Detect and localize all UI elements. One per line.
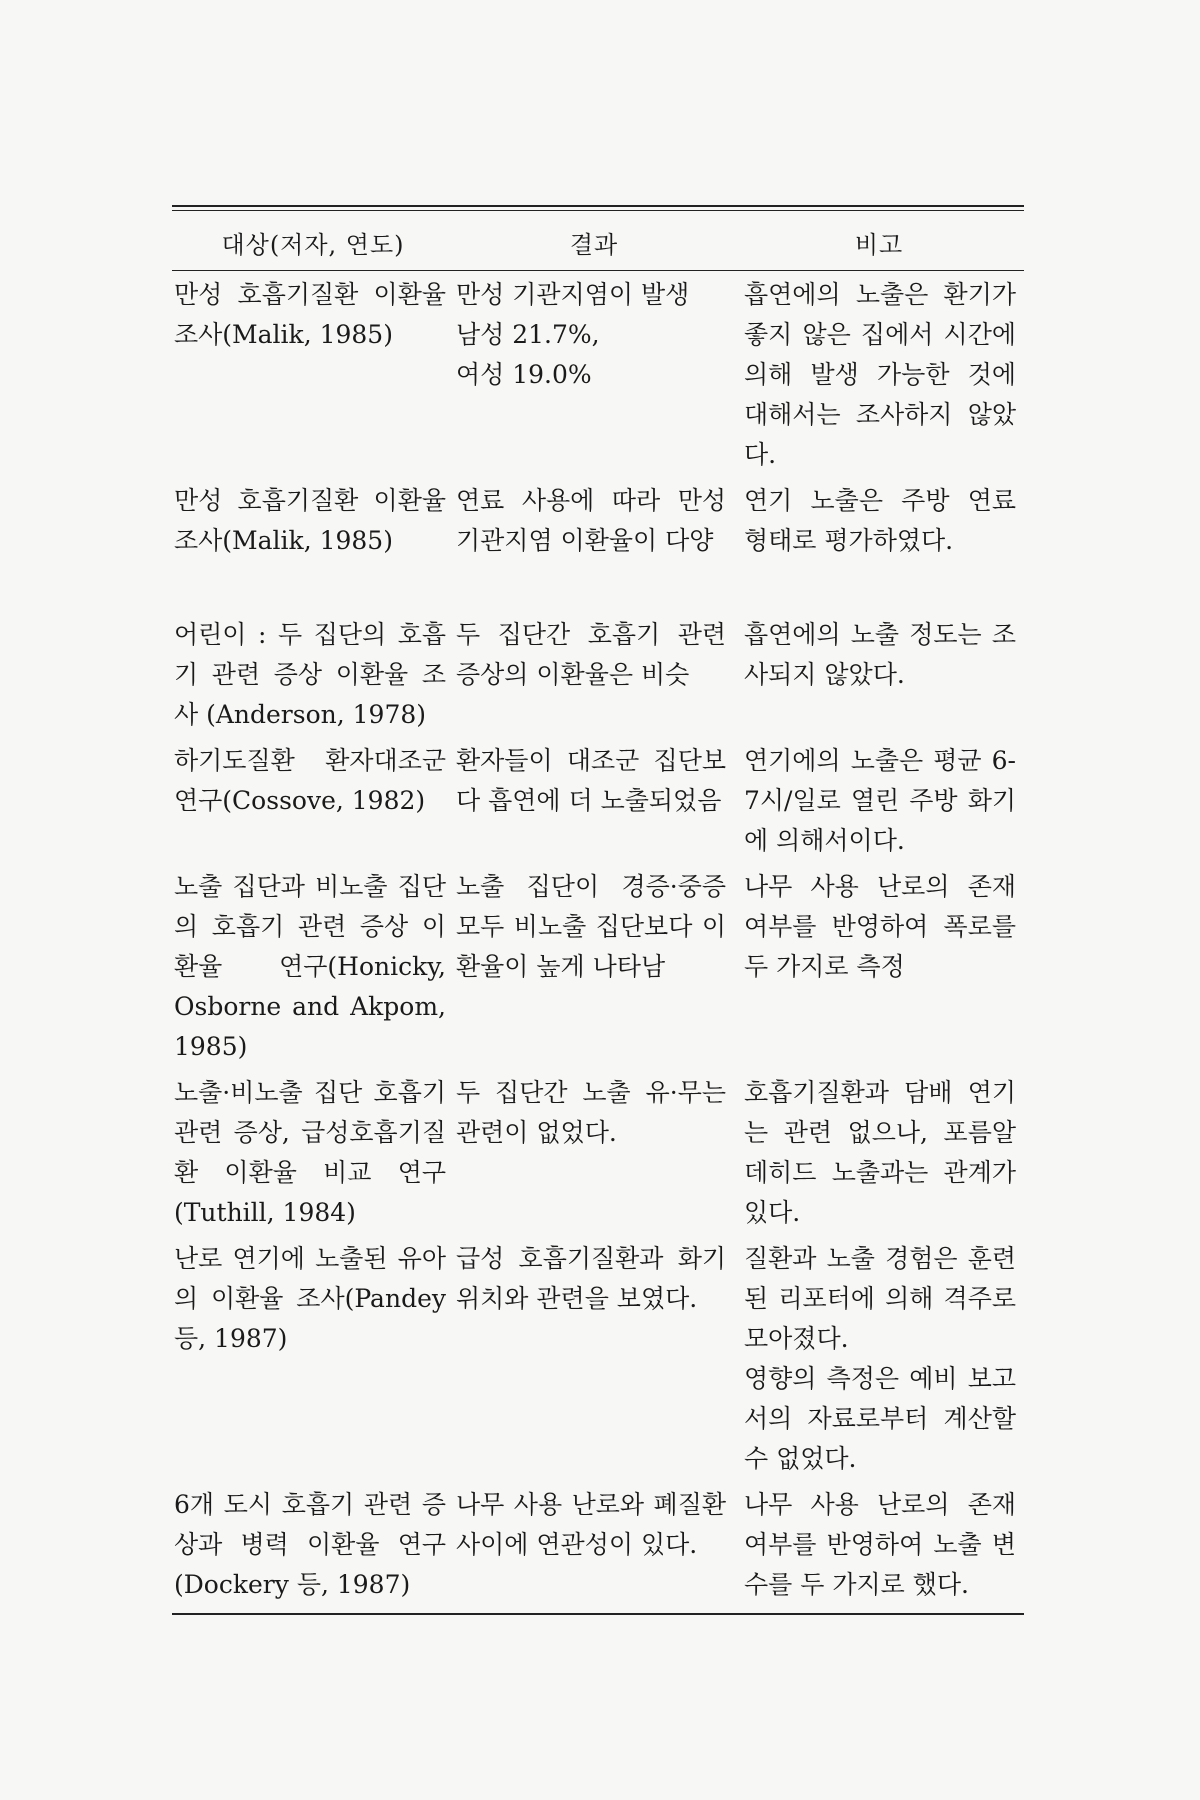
cell-result: 만성 기관지염이 발생 남성 21.7%, 여성 19.0% xyxy=(456,280,690,389)
cell-result: 두 집단간 호흡기 관련 증상의 이환율은 비슷 xyxy=(456,620,726,689)
header-subject: 대상(저자, 연도) xyxy=(172,217,454,271)
study-table-container xyxy=(172,205,1024,1615)
top-rule xyxy=(172,205,1024,211)
cell-subject: 노출·비노출 집단 호흡기 관련 증상, 급성호흡기질환 이환율 비교 연구 (Tuthill, 1984) xyxy=(174,1078,446,1227)
cell-subject: 난로 연기에 노출된 유아의 이환율 조사(Pandey 등, 1987) xyxy=(174,1244,446,1353)
cell-note: 연기 노출은 주방 연료 형태로 평가하였다. xyxy=(744,486,1016,555)
cell-note: 나무 사용 난로의 존재 여부를 반영하여 폭로를 두 가지로 측정 xyxy=(744,872,1016,981)
cell-note: 나무 사용 난로의 존재 여부를 반영하여 노출 변수를 두 가지로 했다. xyxy=(744,1490,1016,1599)
cell-result: 노출 집단이 경증·중증 모두 비노출 집단보다 이환율이 높게 나타남 xyxy=(456,872,726,981)
cell-result: 급성 호흡기질환과 화기 위치와 관련을 보였다. xyxy=(456,1244,726,1313)
cell-note: 흡연에의 노출은 환기가 좋지 않은 집에서 시간에 의해 발생 가능한 것에 대해서는 조사하지 않았다. xyxy=(744,280,1016,469)
cell-subject: 6개 도시 호흡기 관련 증상과 병력 이환율 연구 (Dockery 등, 1987) xyxy=(174,1490,446,1599)
cell-subject: 노출 집단과 비노출 집단의 호흡기 관련 증상 이환율 연구(Honicky, Osborne and Akpom, 1985) xyxy=(174,872,446,1061)
table-row xyxy=(172,1235,1024,1481)
table-row xyxy=(172,477,1024,563)
table-row xyxy=(172,1481,1024,1607)
table-row xyxy=(172,1069,1024,1235)
study-table xyxy=(172,217,1024,1607)
cell-note: 연기에의 노출은 평균 6-7시/일로 열린 주방 화기에 의해서이다. xyxy=(744,746,1016,855)
cell-subject: 만성 호흡기질환 이환율 조사(Malik, 1985) xyxy=(174,280,446,349)
cell-result: 두 집단간 노출 유·무는 관련이 없었다. xyxy=(456,1078,726,1147)
cell-subject: 만성 호흡기질환 이환율 조사(Malik, 1985) xyxy=(174,486,446,555)
cell-result: 연료 사용에 따라 만성 기관지염 이환율이 다양 xyxy=(456,486,726,555)
cell-note: 질환과 노출 경험은 훈련된 리포터에 의해 격주로 모아졌다. 영향의 측정은 예비 보고서의 자료로부터 계산할 수 없었다. xyxy=(744,1244,1016,1473)
table-row xyxy=(172,737,1024,863)
cell-result: 나무 사용 난로와 폐질환 사이에 연관성이 있다. xyxy=(456,1490,726,1559)
header-result: 결과 xyxy=(454,217,734,271)
cell-note: 흡연에의 노출 정도는 조사되지 않았다. xyxy=(744,620,1016,689)
cell-note: 호흡기질환과 담배 연기는 관련 없으나, 포름알데히드 노출과는 관계가 있다. xyxy=(744,1078,1016,1227)
bottom-rule xyxy=(172,1613,1024,1615)
header-note: 비고 xyxy=(734,217,1024,271)
table-body xyxy=(172,271,1024,1608)
table-row xyxy=(172,271,1024,478)
table-row xyxy=(172,863,1024,1069)
cell-result: 환자들이 대조군 집단보다 흡연에 더 노출되었음 xyxy=(456,746,726,815)
table-header-row xyxy=(172,217,1024,271)
table-row xyxy=(172,563,1024,737)
cell-subject: 어린이 : 두 집단의 호흡기 관련 증상 이환율 조사 (Anderson, 1978) xyxy=(174,620,446,729)
cell-subject: 하기도질환 환자대조군 연구(Cossove, 1982) xyxy=(174,746,446,815)
